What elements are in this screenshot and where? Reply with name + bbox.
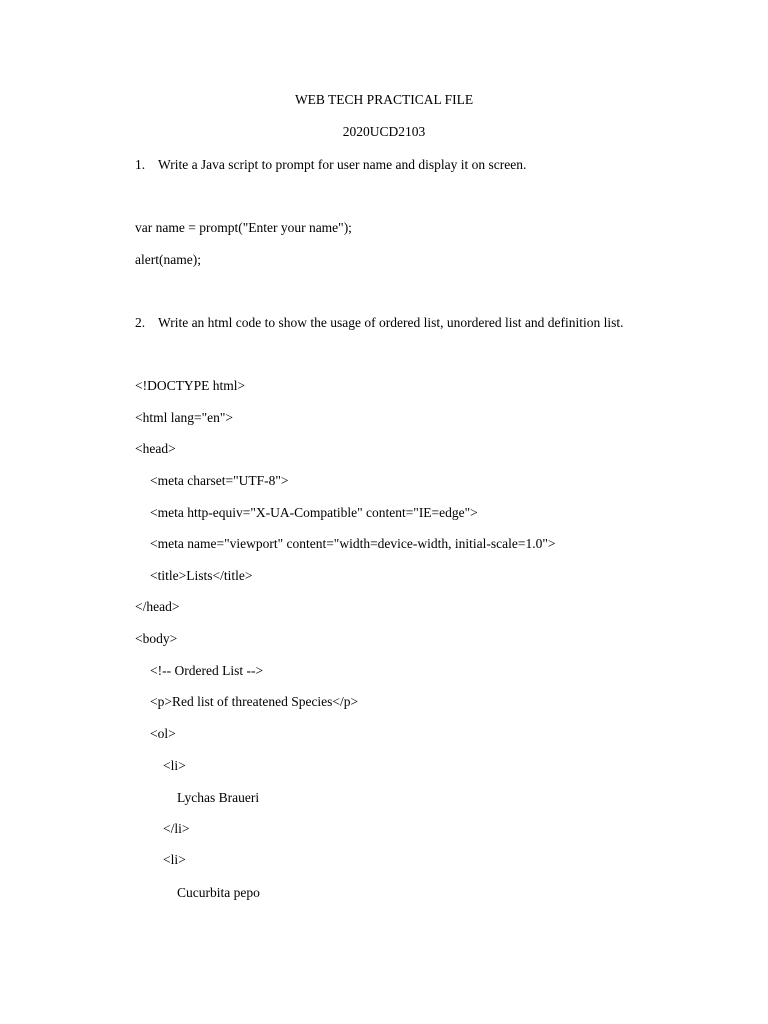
code-line: <meta name="viewport" content="width=device-width, initial-scale=1.0">	[150, 536, 556, 551]
document-title: WEB TECH PRACTICAL FILE	[294, 92, 474, 107]
code-line: Cucurbita pepo	[177, 885, 260, 900]
code-line: <title>Lists</title>	[150, 568, 253, 583]
code-line: Lychas Braueri	[177, 790, 260, 805]
question-1-number: 1.	[135, 157, 146, 172]
code-line: <!-- Ordered List -->	[150, 663, 264, 678]
code-line: <meta http-equiv="X-UA-Compatible" content="IE=edge">	[150, 505, 478, 520]
code-line: <li>	[163, 758, 186, 773]
roll-number: 2020UCD2103	[342, 124, 426, 139]
code-line: </head>	[135, 599, 180, 614]
code-line: <li>	[163, 852, 186, 867]
question-2-text: Write an html code to show the usage of ordered list, unordered list and definition list.	[158, 315, 624, 330]
code-line: <meta charset="UTF-8">	[150, 473, 289, 488]
code-line: alert(name);	[135, 252, 201, 267]
code-line: var name = prompt("Enter your name");	[135, 220, 352, 235]
question-1-text: Write a Java script to prompt for user name and display it on screen.	[158, 157, 527, 172]
code-line: <ol>	[150, 726, 176, 741]
code-line: <html lang="en">	[135, 410, 233, 425]
code-line: <body>	[135, 631, 178, 646]
code-line: <!DOCTYPE html>	[135, 378, 246, 393]
question-2-number: 2.	[135, 315, 146, 330]
code-line: </li>	[163, 821, 190, 836]
code-line: <head>	[135, 441, 176, 456]
code-line: <p>Red list of threatened Species</p>	[150, 694, 359, 709]
